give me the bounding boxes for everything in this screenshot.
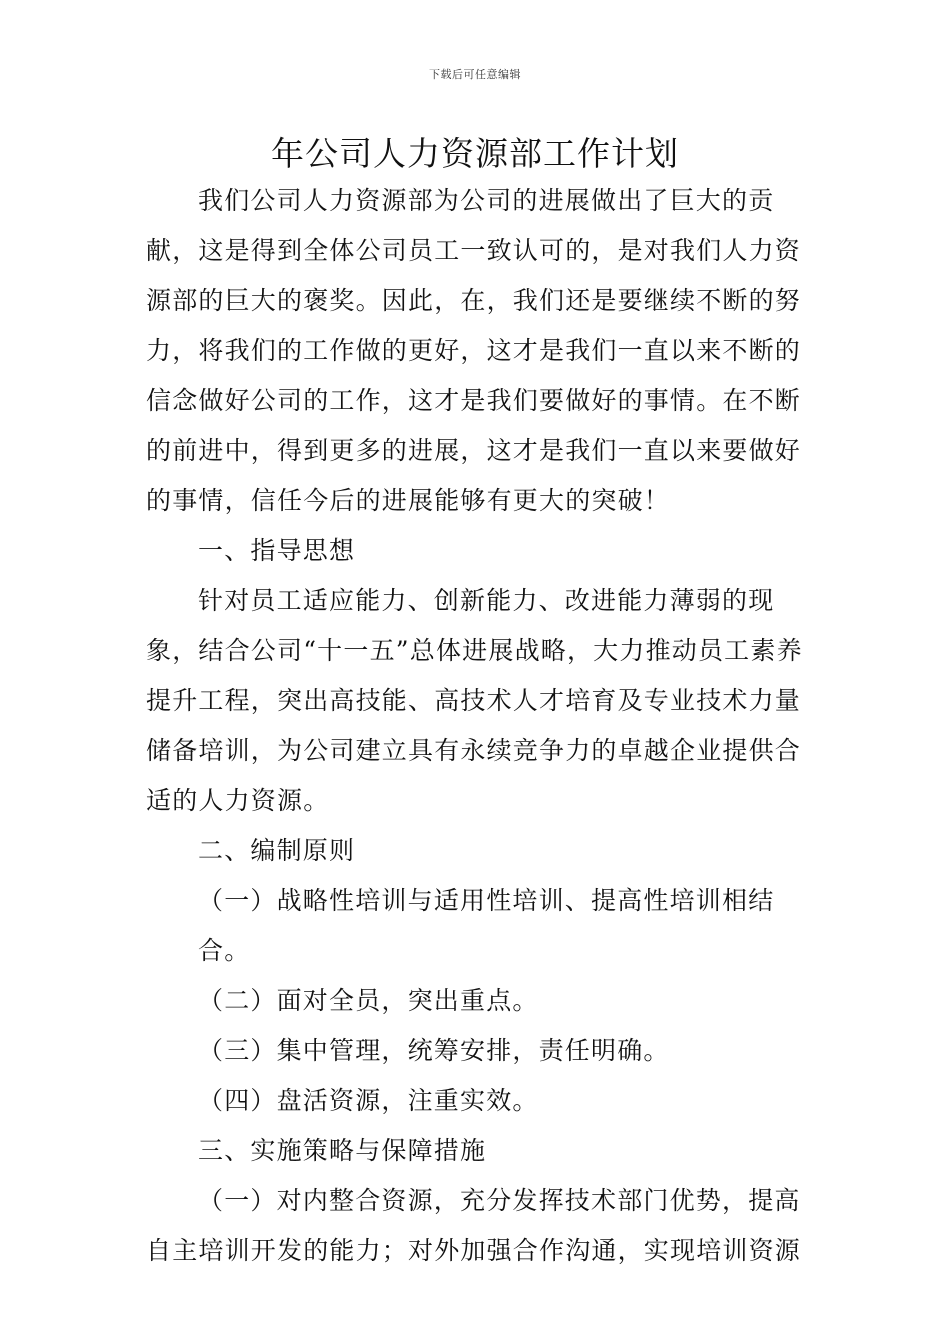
document-body [146, 176, 826, 1276]
principle-item-3: （三）集中管理，统筹安排，责任明确。 [198, 1036, 670, 1065]
section-heading-guiding-thought: 一、指导思想 [198, 536, 356, 565]
principle-item-2: （二）面对全员，突出重点。 [198, 986, 539, 1015]
principle-item-4: （四）盘活资源，注重实效。 [198, 1086, 539, 1115]
principle-item-1: （一）战略性培训与适用性培训、提高性培训相结合。 [198, 886, 775, 965]
guiding-thought-paragraph: 针对员工适应能力、创新能力、改进能力薄弱的现象，结合公司“十一五”总体进展战略，大力推动员工素养提升工程，突出高技能、高技术人才培育及专业技术力量储备培训，为公司建立具有永续竞争力的卓越企业提供合适的人力资源。 [146, 586, 803, 815]
document-title: 年公司人力资源部工作计划 [271, 134, 679, 173]
intro-paragraph: 我们公司人力资源部为公司的进展做出了巨大的贡献，这是得到全体公司员工一致认可的，是对我们人力资源部的巨大的褒奖。因此，在，我们还是要继续不断的努力，将我们的工作做的更好，这才是我们一直以来不断的信念做好公司的工作，这才是我们要做好的事情。在不断的前进中，得到更多的进展，这才是我们一直以来要做好的事情，信任今后的进展能够有更大的突破！ [146, 186, 802, 515]
header-note: 下载后可任意编辑 [429, 68, 521, 81]
section-heading-strategy: 三、实施策略与保障措施 [198, 1136, 487, 1165]
section-heading-principles: 二、编制原则 [198, 836, 356, 865]
strategy-paragraph: （一）对内整合资源，充分发挥技术部门优势，提高自主培训开发的能力；对外加强合作沟通，实现培训资源 [146, 1186, 802, 1265]
